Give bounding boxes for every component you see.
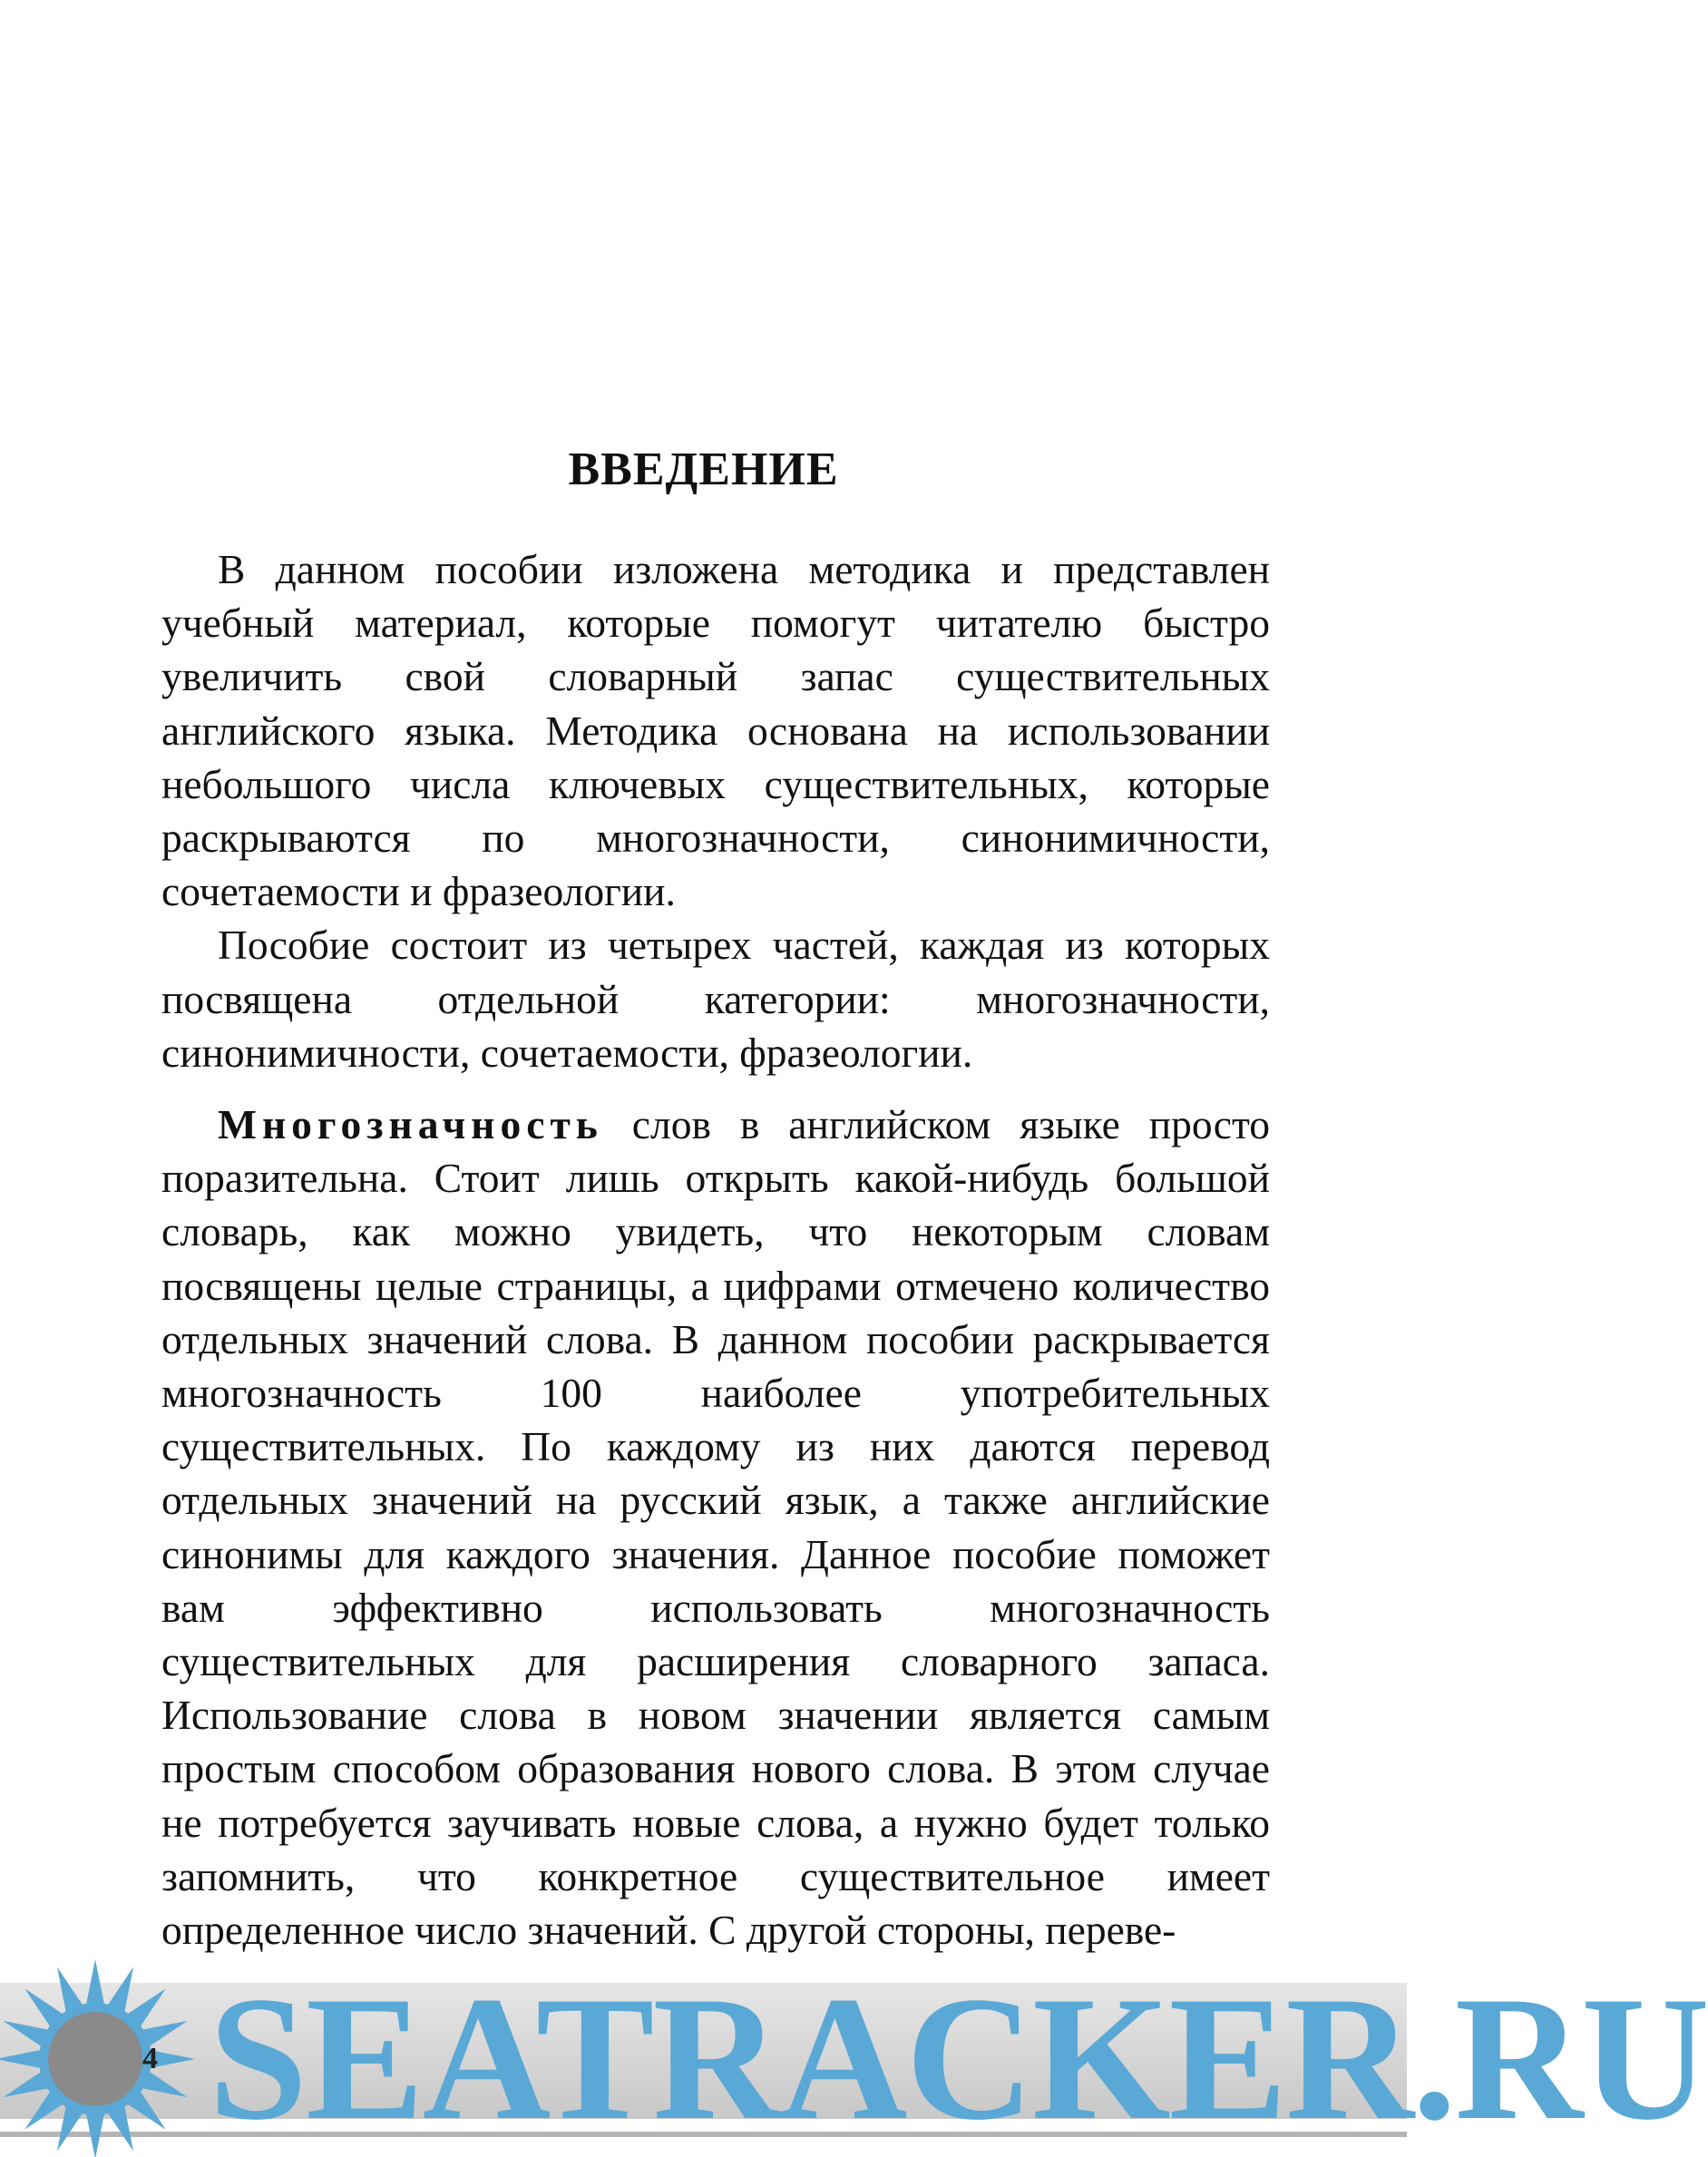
paragraph-structure: Пособие состоит из четырех частей, каждая из которых посвящена отдельной категории: многозначности, синонимичности, сочетаемости, фразеологии.	[161, 922, 1270, 1076]
paragraph-intro: В данном пособии изложена методика и представлен учебный материал, которые помогут читателю быстро увеличить свой словарный запас существительных английского языка. Методика основана на использовании небольшого числа ключевых существительных, которые раскрываются по многозначности, синонимичности, сочетаемости и фразеологии.	[161, 546, 1270, 915]
paragraph-polysemy	[161, 1098, 1270, 1957]
watermark	[0, 1950, 1708, 2157]
body-text	[161, 542, 1270, 1957]
sun-icon	[0, 1950, 236, 2142]
term-polysemy: Многозначность	[218, 1101, 603, 1148]
watermark-text: SEATRACKER.RU	[209, 1960, 1708, 2157]
paragraph-polysemy-text: слов в английском языке просто поразительна. Стоит лишь открыть какой-нибудь большой словарь, как можно увидеть, что некоторым словам посвящены целые страницы, а цифрами отмечено количество отдельных значений слова. В данном пособии раскрывается многозначность 100 наиболее употребительных существительных. По каждому из них даются перевод отдельных значений на русский язык, а также английские синонимы для каждого значения. Данное пособие поможет вам эффективно использовать многозначность существительных для расширения словарного запаса. Использование слова в новом значении является самым простым способом образования нового слова. В этом случае не потребуется заучивать новые слова, а нужно будет только запомнить, что конкретное существительное имеет определенное число значений. С другой стороны, переве-	[161, 1101, 1270, 1954]
page-title: ВВЕДЕНИЕ	[568, 444, 839, 495]
page-number: 4	[142, 2042, 158, 2075]
